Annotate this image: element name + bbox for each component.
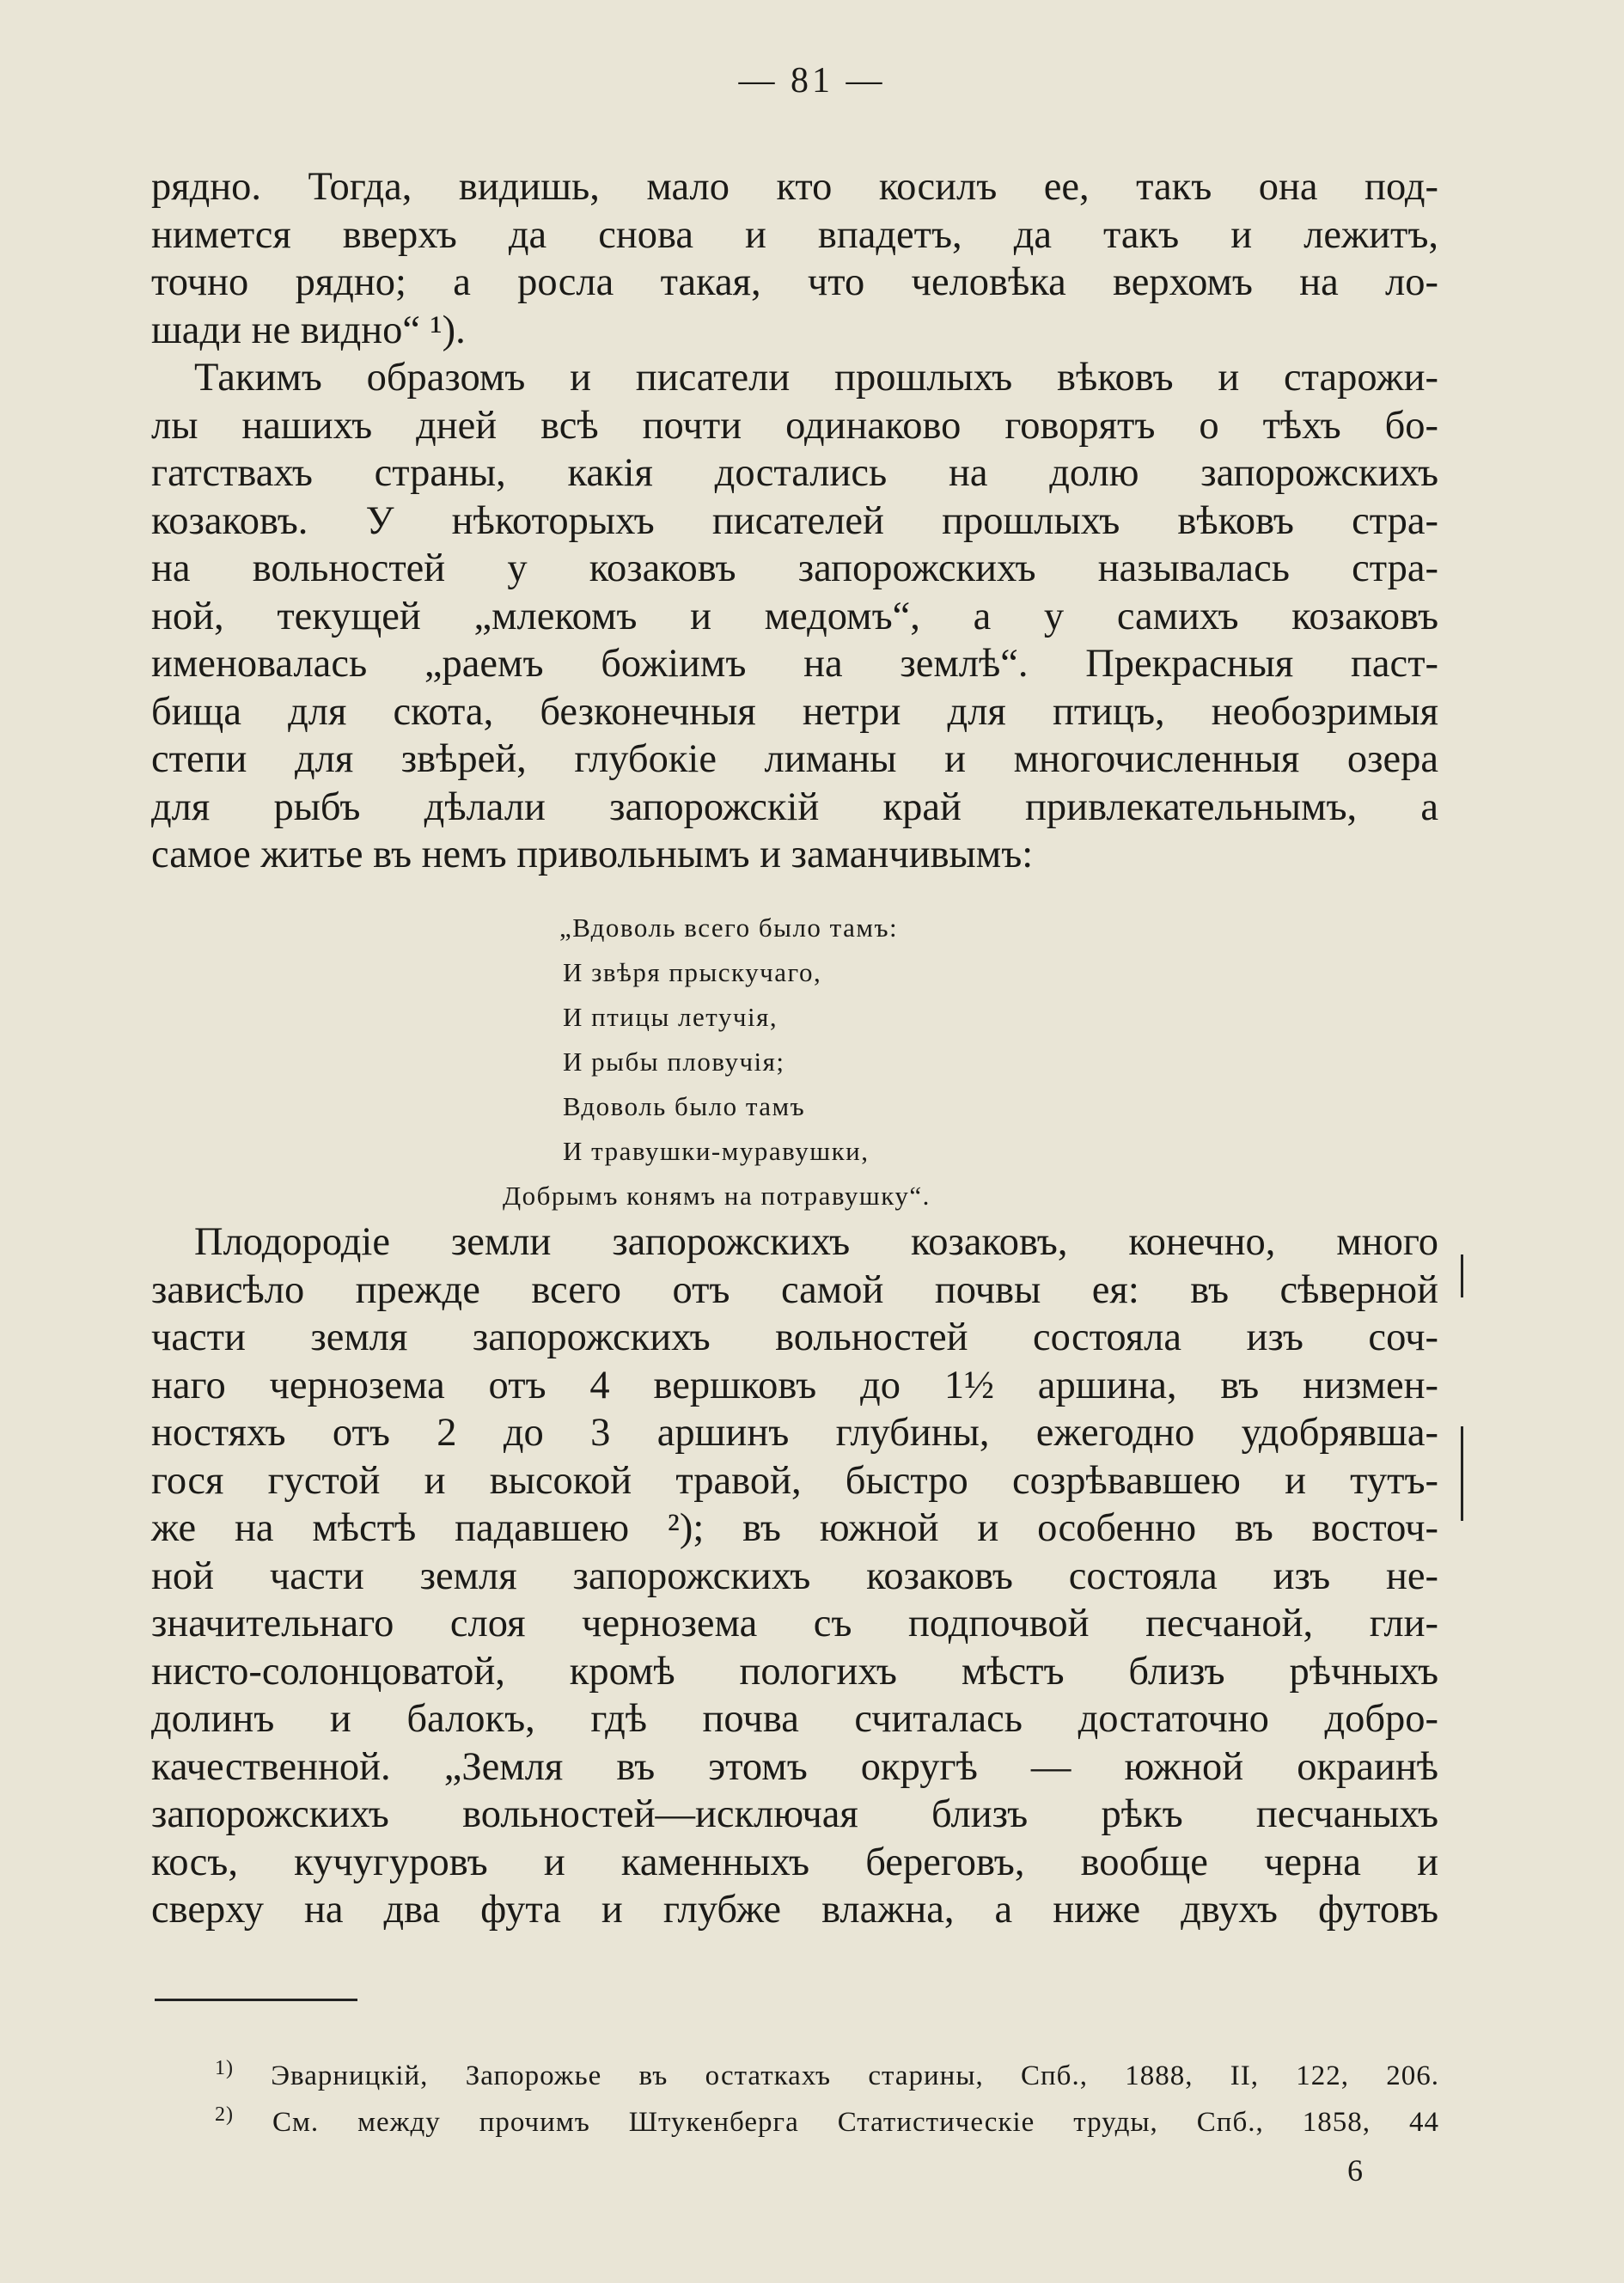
text-line: козаковъ. У нѣкоторыхъ писателей прошлыхъ вѣковъ стра- [151,498,1438,543]
verse-line: И звѣря прыскучаго, [563,957,822,987]
text-line: ной, текущей „млекомъ и медомъ“, а у самихъ козаковъ [151,594,1438,638]
text-line: для рыбъ дѣлали запорожскій край привлекательнымъ, а [151,784,1438,829]
text-line: Такимъ образомъ и писатели прошлыхъ вѣковъ и старожи- [194,356,1438,400]
text-line: ной части земля запорожскихъ козаковъ состояла изъ не- [151,1554,1438,1598]
text-line: на вольностей у козаковъ запорожскихъ называлась стра- [151,546,1438,590]
text-line: рядно. Тогда, видишь, мало кто косилъ ее, такъ она под- [151,165,1438,209]
page-number: — 81 — [738,61,886,101]
verse-line: И птицы летучія, [563,1002,778,1032]
text-line: косъ, кучугуровъ и каменныхъ береговъ, вообще черна и [151,1840,1438,1884]
verse-line: Добрымъ конямъ на потравушку“. [503,1181,931,1211]
footnote [215,2091,1439,2138]
text-line: ностяхъ отъ 2 до 3 аршинъ глубины, ежегодно удобрявша- [151,1411,1438,1455]
margin-pencil-mark [1461,1254,1463,1297]
verse-line: „Вдоволь всего было тамъ: [559,913,899,943]
paragraph-continuation [151,163,1438,354]
text-line: самое житье въ немъ привольнымъ и заманчивымъ: [151,833,1034,876]
footnote-marker: 1) [215,2057,234,2079]
text-line: Плодородіе земли запорожскихъ козаковъ, конечно, много [194,1220,1438,1264]
margin-pencil-mark [1461,1426,1463,1521]
text-line: именовалась „раемъ божіимъ на землѣ“. Прекрасныя паст- [151,642,1438,686]
footnote-text: См. между прочимъ Штукенберга Статистическіе труды, Спб., 1858, 44 [272,2107,1439,2138]
verse-quotation [503,906,1104,1218]
text-line: бища для скота, безконечныя нетри для птицъ, необозримыя [151,689,1438,734]
footnote-separator [155,1999,357,2001]
text-line: лы нашихъ дней всѣ почти одинаково говорятъ о тѣхъ бо- [151,403,1438,448]
text-line: сверху на два фута и глубже влажна, а ниже двухъ футовъ [151,1888,1438,1932]
verse-line: Вдоволь было тамъ [563,1091,806,1121]
text-line: степи для звѣрей, глубокіе лиманы и многочисленныя озера [151,737,1438,781]
text-line: значительнаго слоя чернозема съ подпочвой песчаной, гли- [151,1602,1438,1645]
text-line: запорожскихъ вольностей—исключая близъ рѣкъ песчаныхъ [151,1792,1438,1836]
footnote-text: Эварницкій, Запорожье въ остаткахъ старины, Спб., 1888, II, 122, 206. [271,2060,1439,2091]
text-line: наго чернозема отъ 4 вершковъ до 1½ аршина, въ низмен- [151,1363,1438,1407]
text-line: шади не видно“ ¹). [151,308,466,352]
paragraph [151,354,1438,879]
text-line: долинъ и балокъ, гдѣ почва считалась достаточно добро- [151,1697,1438,1741]
footnote-marker: 2) [215,2103,234,2126]
text-line: нимется вверхъ да снова и впадетъ, да такъ и лежитъ, [151,212,1438,257]
text-line: нисто-солонцоватой, кромѣ пологихъ мѣстъ близъ рѣчныхъ [151,1649,1438,1694]
text-line: точно рядно; а росла такая, что человѣка верхомъ на ло- [151,260,1438,304]
text-line: гося густой и высокой травой, быстро созрѣвавшею и тутъ- [151,1458,1438,1503]
text-line: зависѣло прежде всего отъ самой почвы ея: въ сѣверной [151,1267,1438,1312]
printer-signature: 6 [1347,2153,1363,2188]
footnotes [215,2045,1439,2138]
text-line: гатствахъ страны, какія достались на долю запорожскихъ [151,451,1438,495]
footnote [215,2045,1439,2091]
text-line: же на мѣстѣ падавшею ²); въ южной и особенно въ восточ- [151,1506,1438,1550]
verse-line: И травушки-муравушки, [563,1136,870,1166]
text-line: части земля запорожскихъ вольностей состояла изъ соч- [151,1315,1438,1359]
verse-line: И рыбы пловучія; [563,1047,785,1077]
text-line: качественной. „Земля въ этомъ округѣ — южной окраинѣ [151,1744,1438,1789]
paragraph [151,1218,1438,1934]
